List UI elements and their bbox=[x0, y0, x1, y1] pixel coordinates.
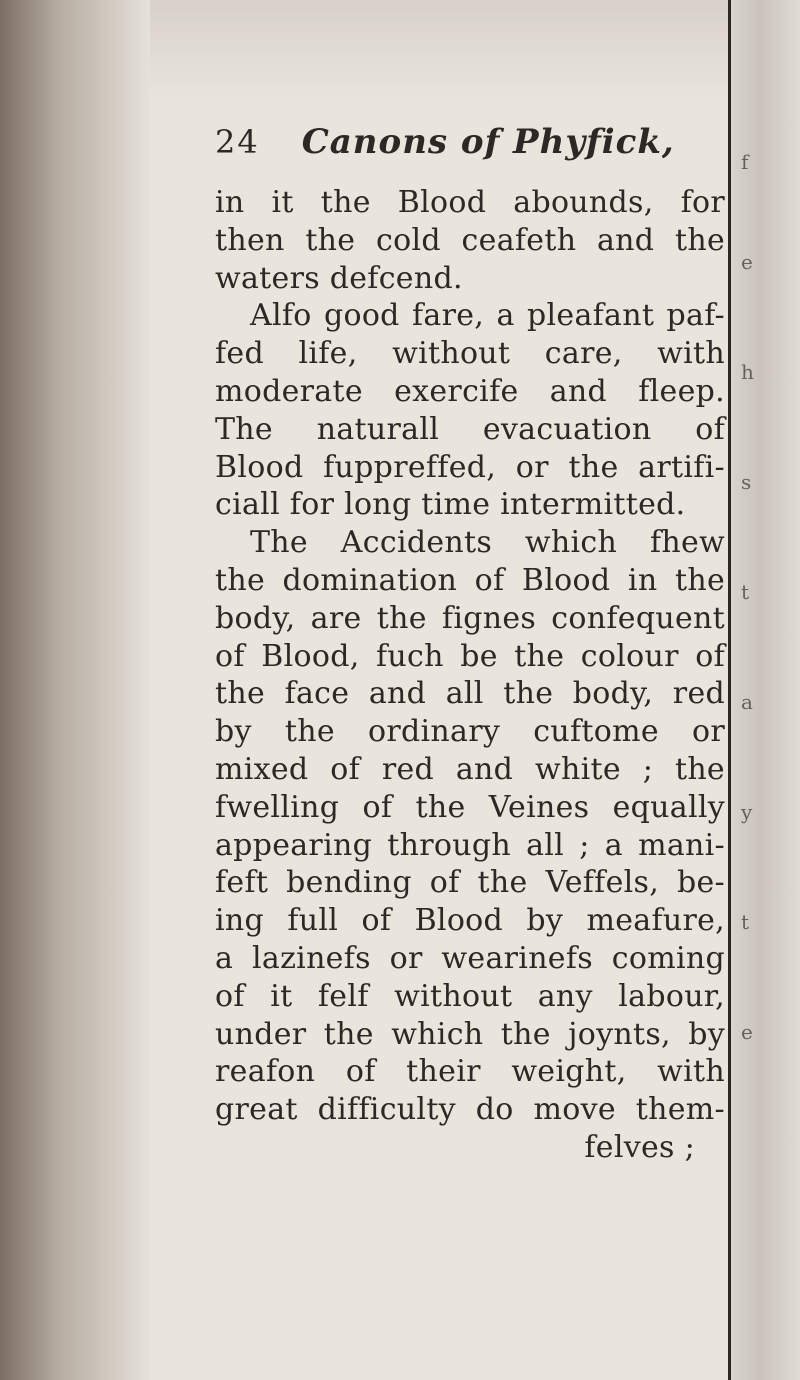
text-line: appearing through all ; a mani- bbox=[215, 827, 725, 863]
text-line: ing full of Blood by meafure, bbox=[215, 903, 725, 939]
text-line: fwelling of the Veines equally bbox=[215, 789, 725, 825]
page-number: 24 bbox=[215, 123, 260, 161]
left-page-edge bbox=[0, 0, 150, 1380]
text-line: waters defcend. bbox=[215, 260, 463, 296]
text-line: mixed of red and white ; the bbox=[215, 751, 725, 787]
text-line: in it the Blood abounds, for bbox=[215, 185, 725, 220]
text-line: fed life, without care, with bbox=[215, 336, 725, 372]
text-line: The Accidents which fhew bbox=[250, 525, 725, 561]
running-title: Canons of Phyfick, bbox=[301, 122, 675, 162]
text-line: reafon of their weight, with bbox=[215, 1054, 725, 1090]
text-line: the domination of Blood in the bbox=[215, 562, 725, 598]
text-line: Alfo good fare, a pleafant paf- bbox=[250, 298, 725, 334]
text-line: of Blood, fuch be the colour of bbox=[215, 638, 725, 674]
text-line: body, are the fignes confequent bbox=[215, 600, 725, 636]
text-line: The naturall evacuation of bbox=[215, 411, 725, 447]
right-page-edge: f e h s t a y t e bbox=[728, 0, 800, 1380]
page-header bbox=[215, 122, 725, 184]
text-line: of it felf without any labour, bbox=[215, 978, 725, 1014]
body-text bbox=[215, 184, 725, 1167]
catchword: felves ; bbox=[584, 1129, 695, 1165]
text-line: then the cold ceafeth and the bbox=[215, 222, 725, 258]
text-line: under the which the joynts, by bbox=[215, 1016, 725, 1052]
page-top-margin bbox=[150, 0, 728, 100]
text-line: moderate exercife and fleep. bbox=[215, 373, 725, 409]
text-line: by the ordinary cuftome or bbox=[215, 714, 725, 750]
text-line: the face and all the body, red bbox=[215, 676, 725, 712]
text-line: a lazinefs or wearinefs coming bbox=[215, 940, 725, 976]
text-line: ciall for long time intermitted. bbox=[215, 487, 686, 523]
text-line: Blood fuppreffed, or the artifi- bbox=[215, 449, 725, 485]
text-line: great difficulty do move them- bbox=[215, 1092, 725, 1128]
text-line: feft bending of the Veffels, be- bbox=[215, 865, 725, 901]
book-page bbox=[215, 122, 725, 1362]
